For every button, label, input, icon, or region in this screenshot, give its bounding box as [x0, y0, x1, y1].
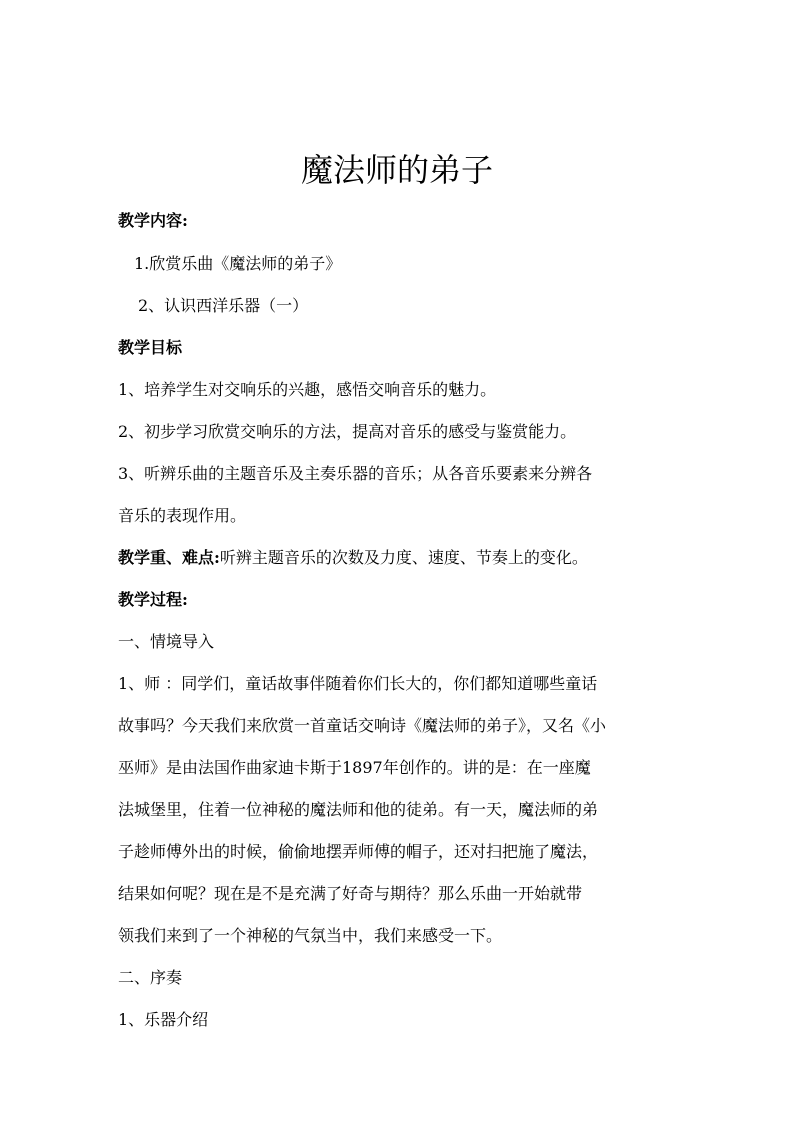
section1-paragraph-line-1: 1、师 ：同学们，童话故事伴随着你们长大的，你们都知道哪些童话	[118, 674, 598, 693]
goal-line-2: 2、初步学习欣赏交响乐的方法，提高对音乐的感受与鉴赏能力。	[118, 422, 577, 441]
key-points-label: 教学重、难点:	[118, 548, 220, 567]
section1-paragraph-line-2: 故事吗？今天我们来欣赏一首童话交响诗《魔法师的弟子》，又名《小	[118, 716, 607, 735]
key-points-text: 听辨主题音乐的次数及力度、速度、节奏上的变化。	[219, 548, 588, 567]
section2-heading: 二、序奏	[118, 968, 183, 987]
content-heading: 教学内容:	[118, 211, 188, 230]
goal-line-3: 3、听辨乐曲的主题音乐及主奏乐器的音乐；从各音乐要素来分辨各	[118, 464, 593, 483]
section1-paragraph-line-7: 领我们来到了一个神秘的气氛当中，我们来感受一下。	[118, 926, 503, 945]
section1-paragraph-line-3: 巫师》是由法国作曲家迪卡斯于1897年创作的。讲的是：在一座魔	[118, 758, 591, 777]
goal-line-1: 1、培养学生对交响乐的兴趣，感悟交响音乐的魅力。	[118, 380, 497, 399]
section2-item: 1、乐器介绍	[118, 1010, 209, 1029]
section1-paragraph-line-5: 子趁师傅外出的时候，偷偷地摆弄师傅的帽子，还对扫把施了魔法，	[118, 842, 599, 861]
process-heading: 教学过程:	[118, 590, 188, 609]
section1-heading: 一、情境导入	[118, 632, 215, 651]
goals-heading: 教学目标	[118, 338, 183, 357]
page-title: 魔法师的弟子	[300, 151, 493, 189]
content-item-1: 1.欣赏乐曲《魔法师的弟子》	[134, 254, 342, 273]
section1-paragraph-line-4: 法城堡里，住着一位神秘的魔法师和他的徒弟。有一天，魔法师的弟	[118, 800, 599, 819]
section1-paragraph-line-6: 结果如何呢？现在是不是充满了好奇与期待？那么乐曲一开始就带	[118, 884, 583, 903]
content-item-2: 2、认识西洋乐器（一）	[138, 296, 309, 315]
goal-line-4: 音乐的表现作用。	[118, 506, 247, 525]
key-points-line	[118, 547, 588, 569]
